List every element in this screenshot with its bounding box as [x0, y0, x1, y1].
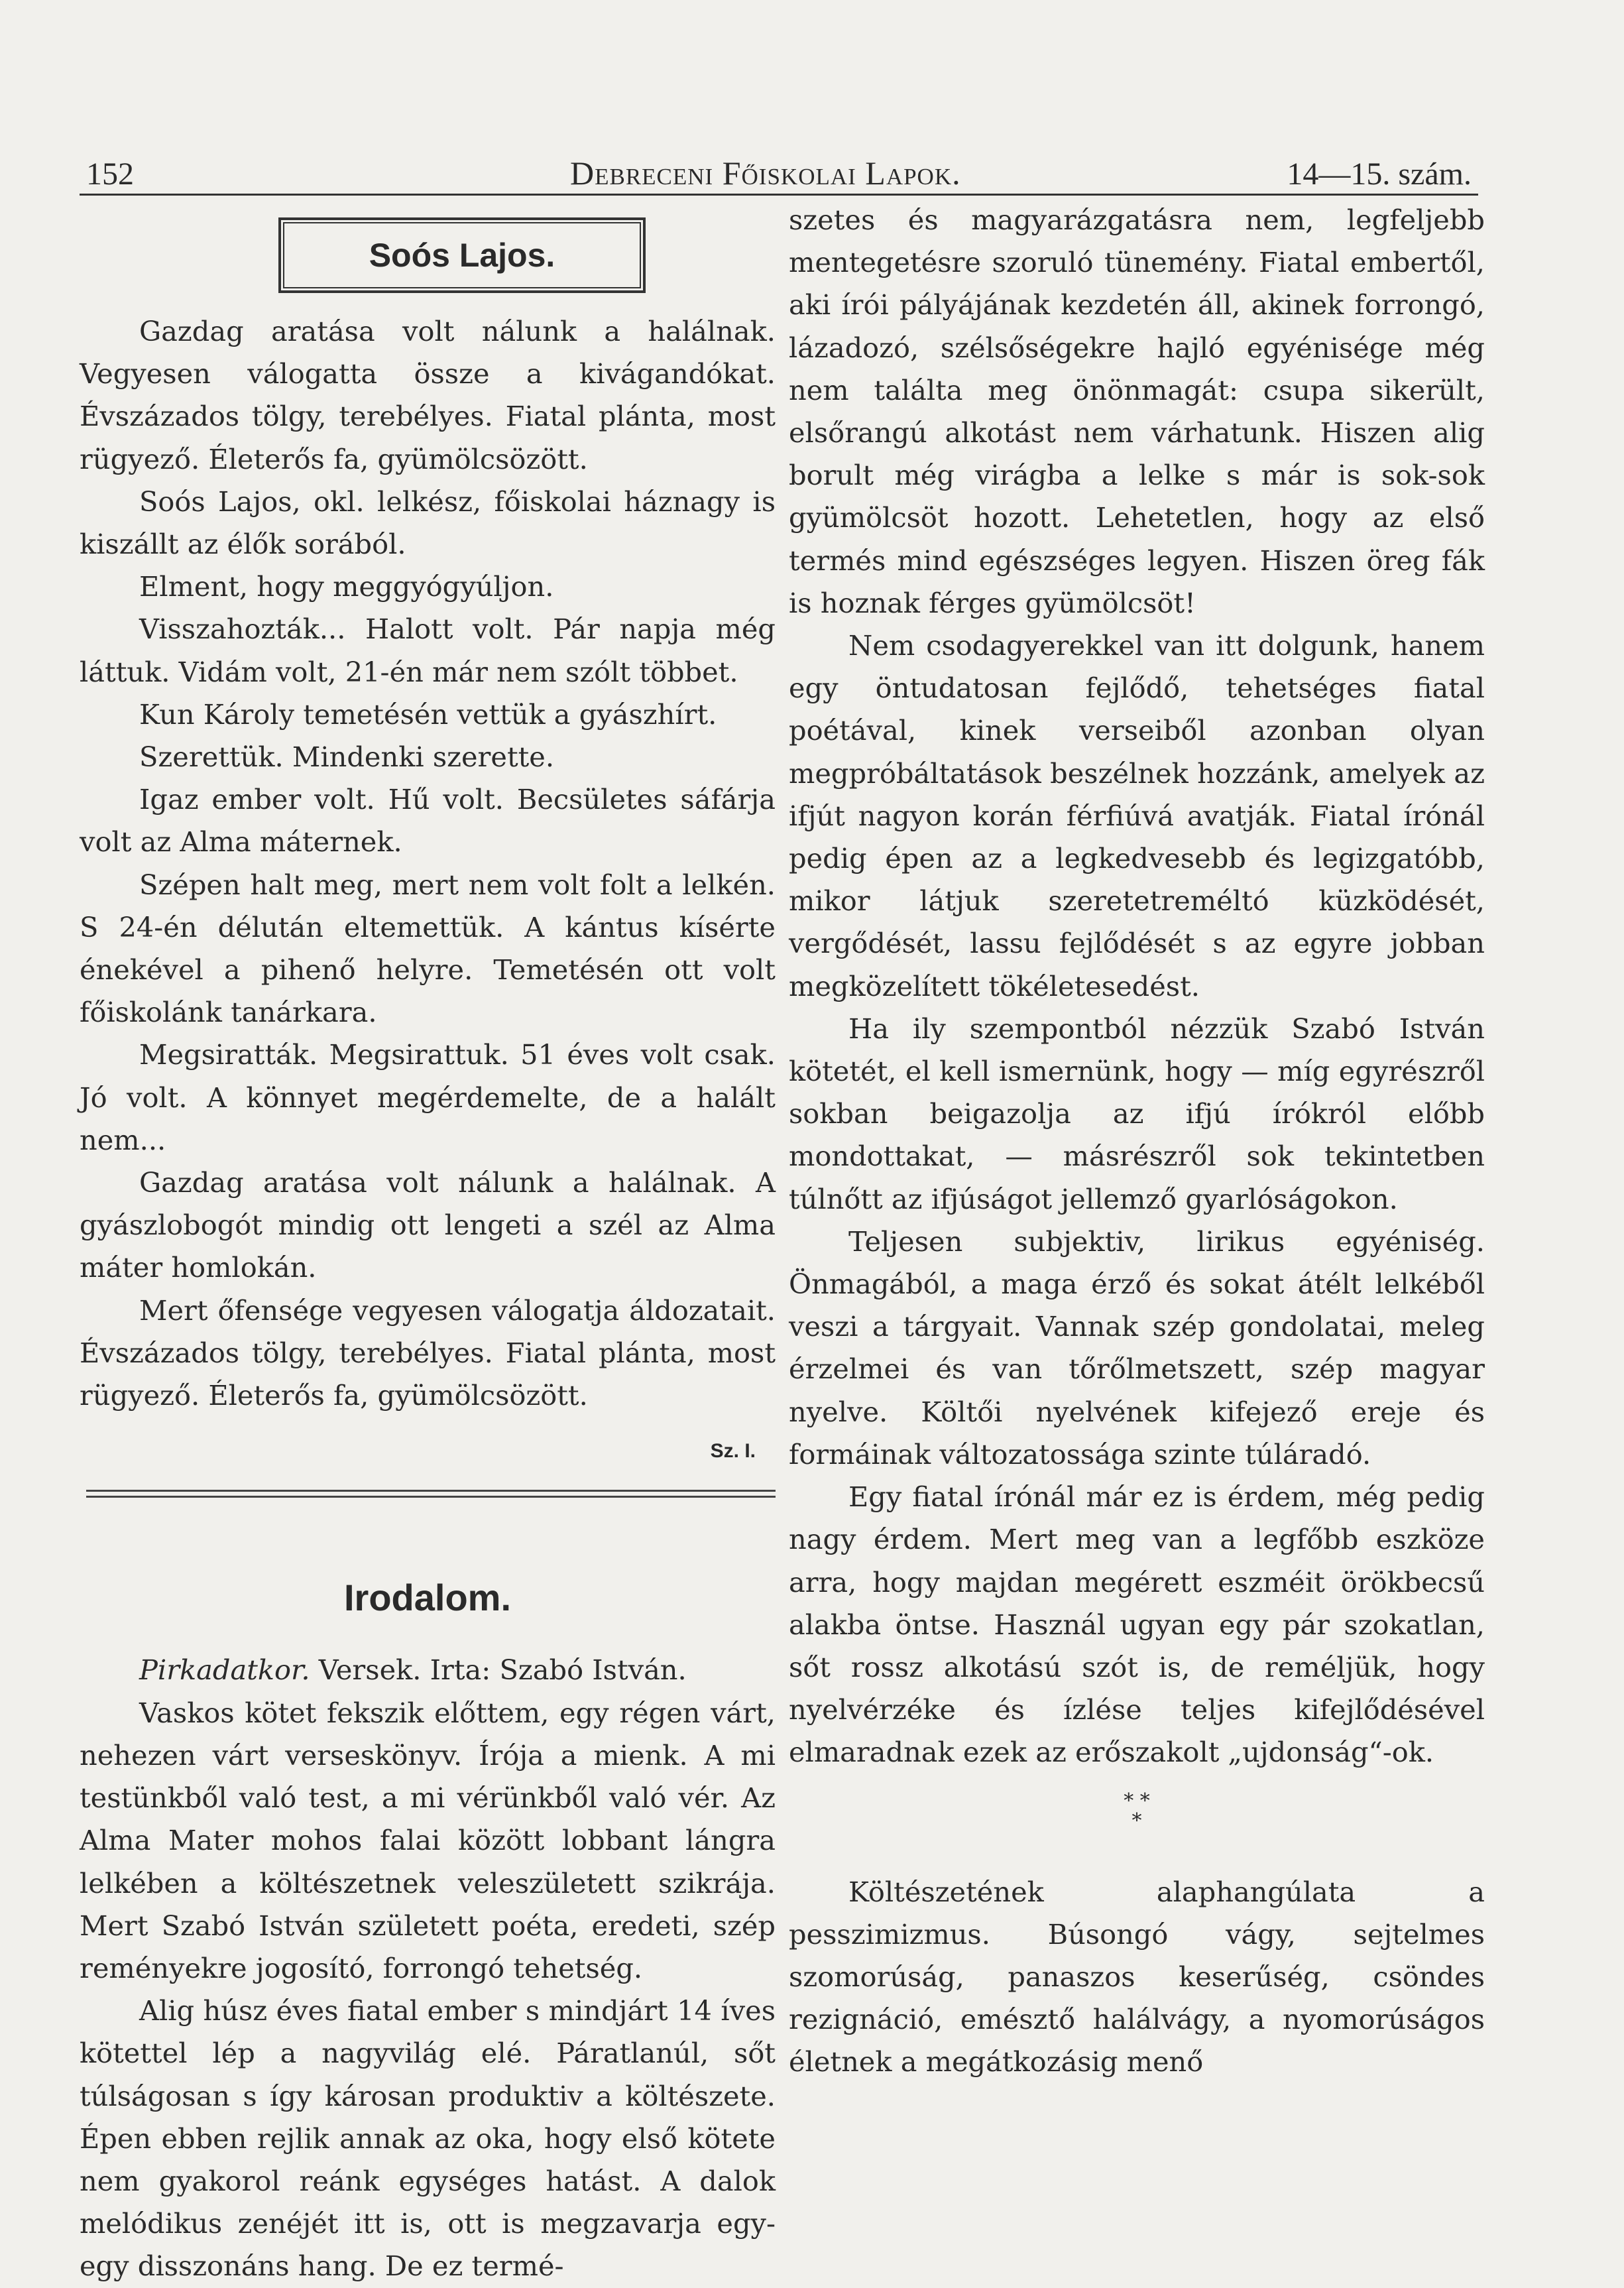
review-paragraph: Ha ily szempontból nézzük Szabó István kötetét, el kell ismernünk, hogy — míg egyrészről sokban beigazolja az ifjú írókról előbb mondottakat, — másrészről sok tekintetben túlnőtt az ifjúságot jellemző gyarlóságokon.: [789, 1012, 1485, 1215]
obituary-paragraph: Gazdag aratása volt nálunk a halálnak. A gyászlobogót mindig ott lengeti a szél az Alma máter homlokán.: [80, 1166, 776, 1284]
book-info: Versek. Irta: Szabó István.: [310, 1654, 687, 1687]
obituary-paragraph: Megsiratták. Megsirattuk. 51 éves volt csak. Jó volt. A könnyet megérdemelte, de a halált nem...: [80, 1038, 776, 1156]
literature-heading: Irodalom.: [343, 1577, 512, 1619]
obituary-paragraph: Kun Károly temetésén vettük a gyászhírt.: [139, 697, 717, 731]
header-rule: [80, 194, 1478, 196]
section-stars: [789, 1791, 1485, 1831]
obituary-signature: Sz. I.: [710, 1440, 756, 1463]
review-paragraph: Vaskos kötet fekszik előttem, egy régen várt, nehezen várt verseskönyv. Írója a mienk. A mi testünkből való test, a mi vérünkből való vér. Az Alma Mater mohos falai között lobbant lángra lelkében a költészetnek veleszületett szikrája. Mert Szabó István született poéta, eredeti, szép reményekre jogosító, forrongó tehetség.: [80, 1696, 776, 1984]
review-paragraph: Nem csodagyerekkel van itt dolgunk, hanem egy öntudatosan fejlődő, tehetséges fiatal poétával, kinek verseiből azonban olyan megpróbáltatások beszélnek hozzánk, amelyek az ifjút nagyon korán férfiúvá avatják. Fiatal írónál pedig épen az a legkedvesebb és legizgatóbb, mikor látjuk szeretetreméltó küzködését, vergődését, lassu fejlődését s az egyre jobban megközelített tökéletesedést.: [789, 629, 1485, 1002]
obituary-paragraph: Elment, hogy meggyógyúljon.: [139, 570, 554, 603]
obituary-paragraph: Szerettük. Mindenki szerette.: [139, 741, 555, 774]
review-paragraph: Alig húsz éves fiatal ember s mindjárt 14 íves kötettel lép a nagyvilág elé. Páratlanúl, sőt túlságosan s így károsan produktiv a költészete. Épen ebben rejlik annak az oka, hogy első kötete nem gyakorol reánk egységes hatást. A dalok melódikus zenéjét itt is, ott is megzavarja egy-egy disszonáns hang. De ez termé-: [80, 1994, 776, 2283]
obituary-paragraph: Szépen halt meg, mert nem volt folt a lelkén. S 24-én délután eltemettük. A kántus kísérte énekével a pihenő helyre. Temetésén ott volt főiskolánk tanárkara.: [80, 868, 776, 1029]
obituary-paragraph: Visszahozták... Halott volt. Pár napja még láttuk. Vidám volt, 21-én már nem szólt többet.: [80, 613, 776, 688]
right-column: [789, 199, 1485, 2084]
review-paragraph: Egy fiatal írónál már ez is érdem, még pedig nagy érdem. Mert meg van a legfőbb eszköze arra, hogy majdan megérett eszméit örökbecsű alakba öntse. Használ ugyan egy pár szokatlan, sőt rossz alkotású szót is, de reméljük, hogy nyelvérzéke és ízlése teljes kifejlődésével elmaradnak ezek az erőszakolt „ujdonság“-ok.: [789, 1480, 1485, 1769]
left-column: [80, 199, 776, 2288]
section-divider: [86, 1490, 776, 1498]
page-header: [80, 145, 1478, 198]
page-number: 152: [86, 156, 134, 192]
journal-title: Debreceni Főiskolai Lapok.: [570, 154, 961, 192]
review-paragraph: szetes és magyarázgatásra nem, legfeljebb mentegetésre szoruló tünemény. Fiatal embertől, aki írói pályájának kezdetén áll, akinek forrongó, lázadozó, szélsőségekre hajló egyénisége még nem találta meg önönmagát: csupa sikerült, elsőrangú alkotást nem várhatunk. Hiszen alig borult még virágba a lelke s már is sok-sok gyümölcsöt hozott. Lehetetlen, hogy az első termés mind egészséges legyen. Hiszen öreg fák is hoznak férges gyümölcsöt!: [789, 204, 1485, 619]
obituary-title: Soós Lajos.: [283, 222, 641, 288]
review-paragraph: Költészetének alaphangúlata a pesszimizmus. Búsongó vágy, sejtelmes szomorúság, panaszos keserűség, csöndes rezignáció, emésztő halálvágy, a nyomorúságos életnek a megátkozásig menő: [789, 1875, 1485, 2078]
obituary-paragraph: Soós Lajos, okl. lelkész, főiskolai háznagy is kiszállt az élők sorából.: [80, 485, 776, 561]
review-paragraph: Teljesen subjektiv, lirikus egyéniség. Önmagából, a maga érző és sokat átélt lelkéből veszi a tárgyait. Vannak szép gondolatai, meleg érzelmei és van tőrőlmetszett, szép magyar nyelve. Költői nyelvének kifejező ereje és formáinak változatossága szinte túláradó.: [789, 1225, 1485, 1471]
book-citation: [80, 1649, 776, 1691]
book-title: Pirkadatkor.: [139, 1654, 310, 1687]
obituary-paragraph: Mert őfensége vegyesen válogatja áldozatait. Évszázados tölgy, terebélyes. Fiatal plánta, most rügyező. Életerős fa, gyümölcsözött.: [80, 1294, 776, 1412]
obituary-title-box: [278, 217, 646, 293]
stars-top: * *: [1124, 1789, 1150, 1813]
issue-number: 14—15. szám.: [1287, 156, 1472, 192]
stars-bottom: *: [1131, 1809, 1142, 1833]
obituary-paragraph: Igaz ember volt. Hű volt. Becsületes sáfárja volt az Alma máternek.: [80, 783, 776, 859]
obituary-paragraph: Gazdag aratása volt nálunk a halálnak. Vegyesen válogatta össze a kivágandókat. Évszázados tölgy, terebélyes. Fiatal plánta, most rügyező. Életerős fa, gyümölcsözött.: [80, 315, 776, 475]
